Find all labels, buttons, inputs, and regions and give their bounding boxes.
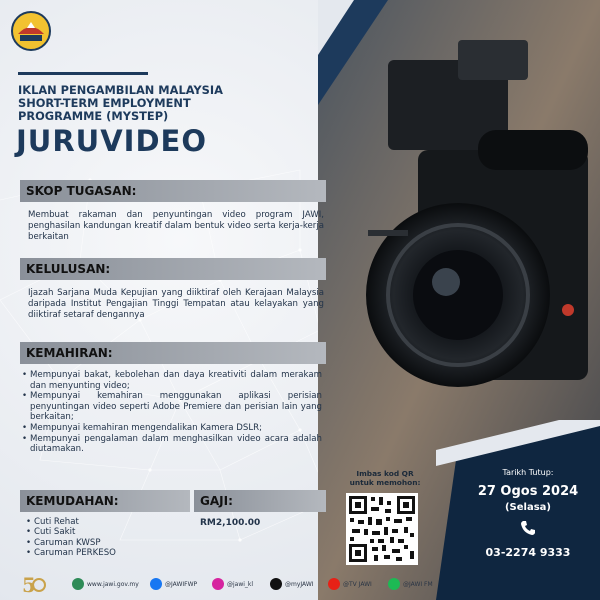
footer-link-label: www.jawi.gov.my xyxy=(87,580,139,588)
kemahiran-heading: KEMAHIRAN: xyxy=(20,342,326,364)
closing-day: (Selasa) xyxy=(504,502,551,513)
footer-link-label: @myJAWI xyxy=(285,580,314,588)
qr-label-line-2: untuk memohon: xyxy=(349,478,421,487)
closing-date-label: Tarikh Tutup: xyxy=(502,468,554,477)
qr-label xyxy=(340,469,430,487)
svg-text:5: 5 xyxy=(22,573,36,596)
qr-code[interactable] xyxy=(346,493,418,565)
gaji-heading: GAJI: xyxy=(194,490,326,512)
kelulusan-heading: KELULUSAN: xyxy=(20,258,326,280)
footer-link-website[interactable] xyxy=(72,578,139,590)
kemudahan-heading: KEMUDAHAN: xyxy=(20,490,190,512)
footer-link-instagram[interactable] xyxy=(212,578,253,590)
youtube-icon xyxy=(328,578,340,590)
list-item: • Caruman KWSP xyxy=(26,538,116,548)
job-title: JURUVIDEO xyxy=(16,124,207,158)
list-item: • Mempunyai kemahiran mengendalikan Kamera DSLR; xyxy=(22,423,322,434)
footer-link-spotify[interactable] xyxy=(388,578,433,590)
x-icon xyxy=(270,578,282,590)
facebook-icon xyxy=(150,578,162,590)
anniversary-logo xyxy=(20,572,46,596)
footer-link-label: @JAWIFWP xyxy=(165,580,198,588)
footer-link-label: @JAWI FM xyxy=(403,580,433,588)
skop-heading: SKOP TUGASAN: xyxy=(20,180,326,202)
kelulusan-text: Ijazah Sarjana Muda Kepujian yang diiktiraf oleh Kerajaan Malaysia daripada Institut Pengajian Tinggi Tempatan atau kelayakan yang diiktiraf setaraf dengannya xyxy=(28,288,324,320)
subtitle-line-3: PROGRAMME (MYSTEP) xyxy=(18,109,169,123)
kemahiran-list xyxy=(22,370,322,455)
footer-link-label: @jawi_kl xyxy=(227,580,254,588)
list-item: • Mempunyai pengalaman dalam menghasilkan video acara adalah diutamakan. xyxy=(22,434,322,455)
footer-link-facebook[interactable] xyxy=(150,578,197,590)
qr-label-line-1: Imbas kod QR xyxy=(356,469,414,478)
salary-value: RM2,100.00 xyxy=(200,518,261,528)
kemudahan-list xyxy=(26,517,116,559)
list-item: • Cuti Rehat xyxy=(26,517,116,527)
programme-subtitle xyxy=(18,84,308,123)
skop-text: Membuat rakaman dan penyuntingan video program JAWI, penghasilan kandungan kreatif dalam bentuk video serta kerja-kerja berkaitan xyxy=(28,210,324,242)
subtitle-line-2: SHORT-TERM EMPLOYMENT xyxy=(18,96,191,110)
instagram-icon xyxy=(212,578,224,590)
footer-link-x[interactable] xyxy=(270,578,314,590)
subtitle-line-1: IKLAN PENGAMBILAN MALAYSIA xyxy=(18,83,223,97)
phone-icon xyxy=(520,520,536,536)
globe-icon xyxy=(72,578,84,590)
jawi-logo xyxy=(10,10,52,52)
list-item: • Mempunyai bakat, kebolehan dan daya kreativiti dalam merakam dan menyunting video; xyxy=(22,370,322,391)
footer-link-youtube[interactable] xyxy=(328,578,372,590)
spotify-icon xyxy=(388,578,400,590)
list-item: • Caruman PERKESO xyxy=(26,548,116,558)
list-item: • Cuti Sakit xyxy=(26,527,116,537)
list-item: • Mempunyai kemahiran menggunakan aplikasi perisian penyuntingan video seperti Adobe Premiere dan perisian lain yang berkaitan; xyxy=(22,391,322,423)
contact-phone[interactable]: 03-2274 9333 xyxy=(485,546,571,559)
footer-link-label: @TV JAWI xyxy=(343,580,372,588)
title-rule xyxy=(18,72,148,75)
closing-date: 27 Ogos 2024 xyxy=(477,484,579,499)
